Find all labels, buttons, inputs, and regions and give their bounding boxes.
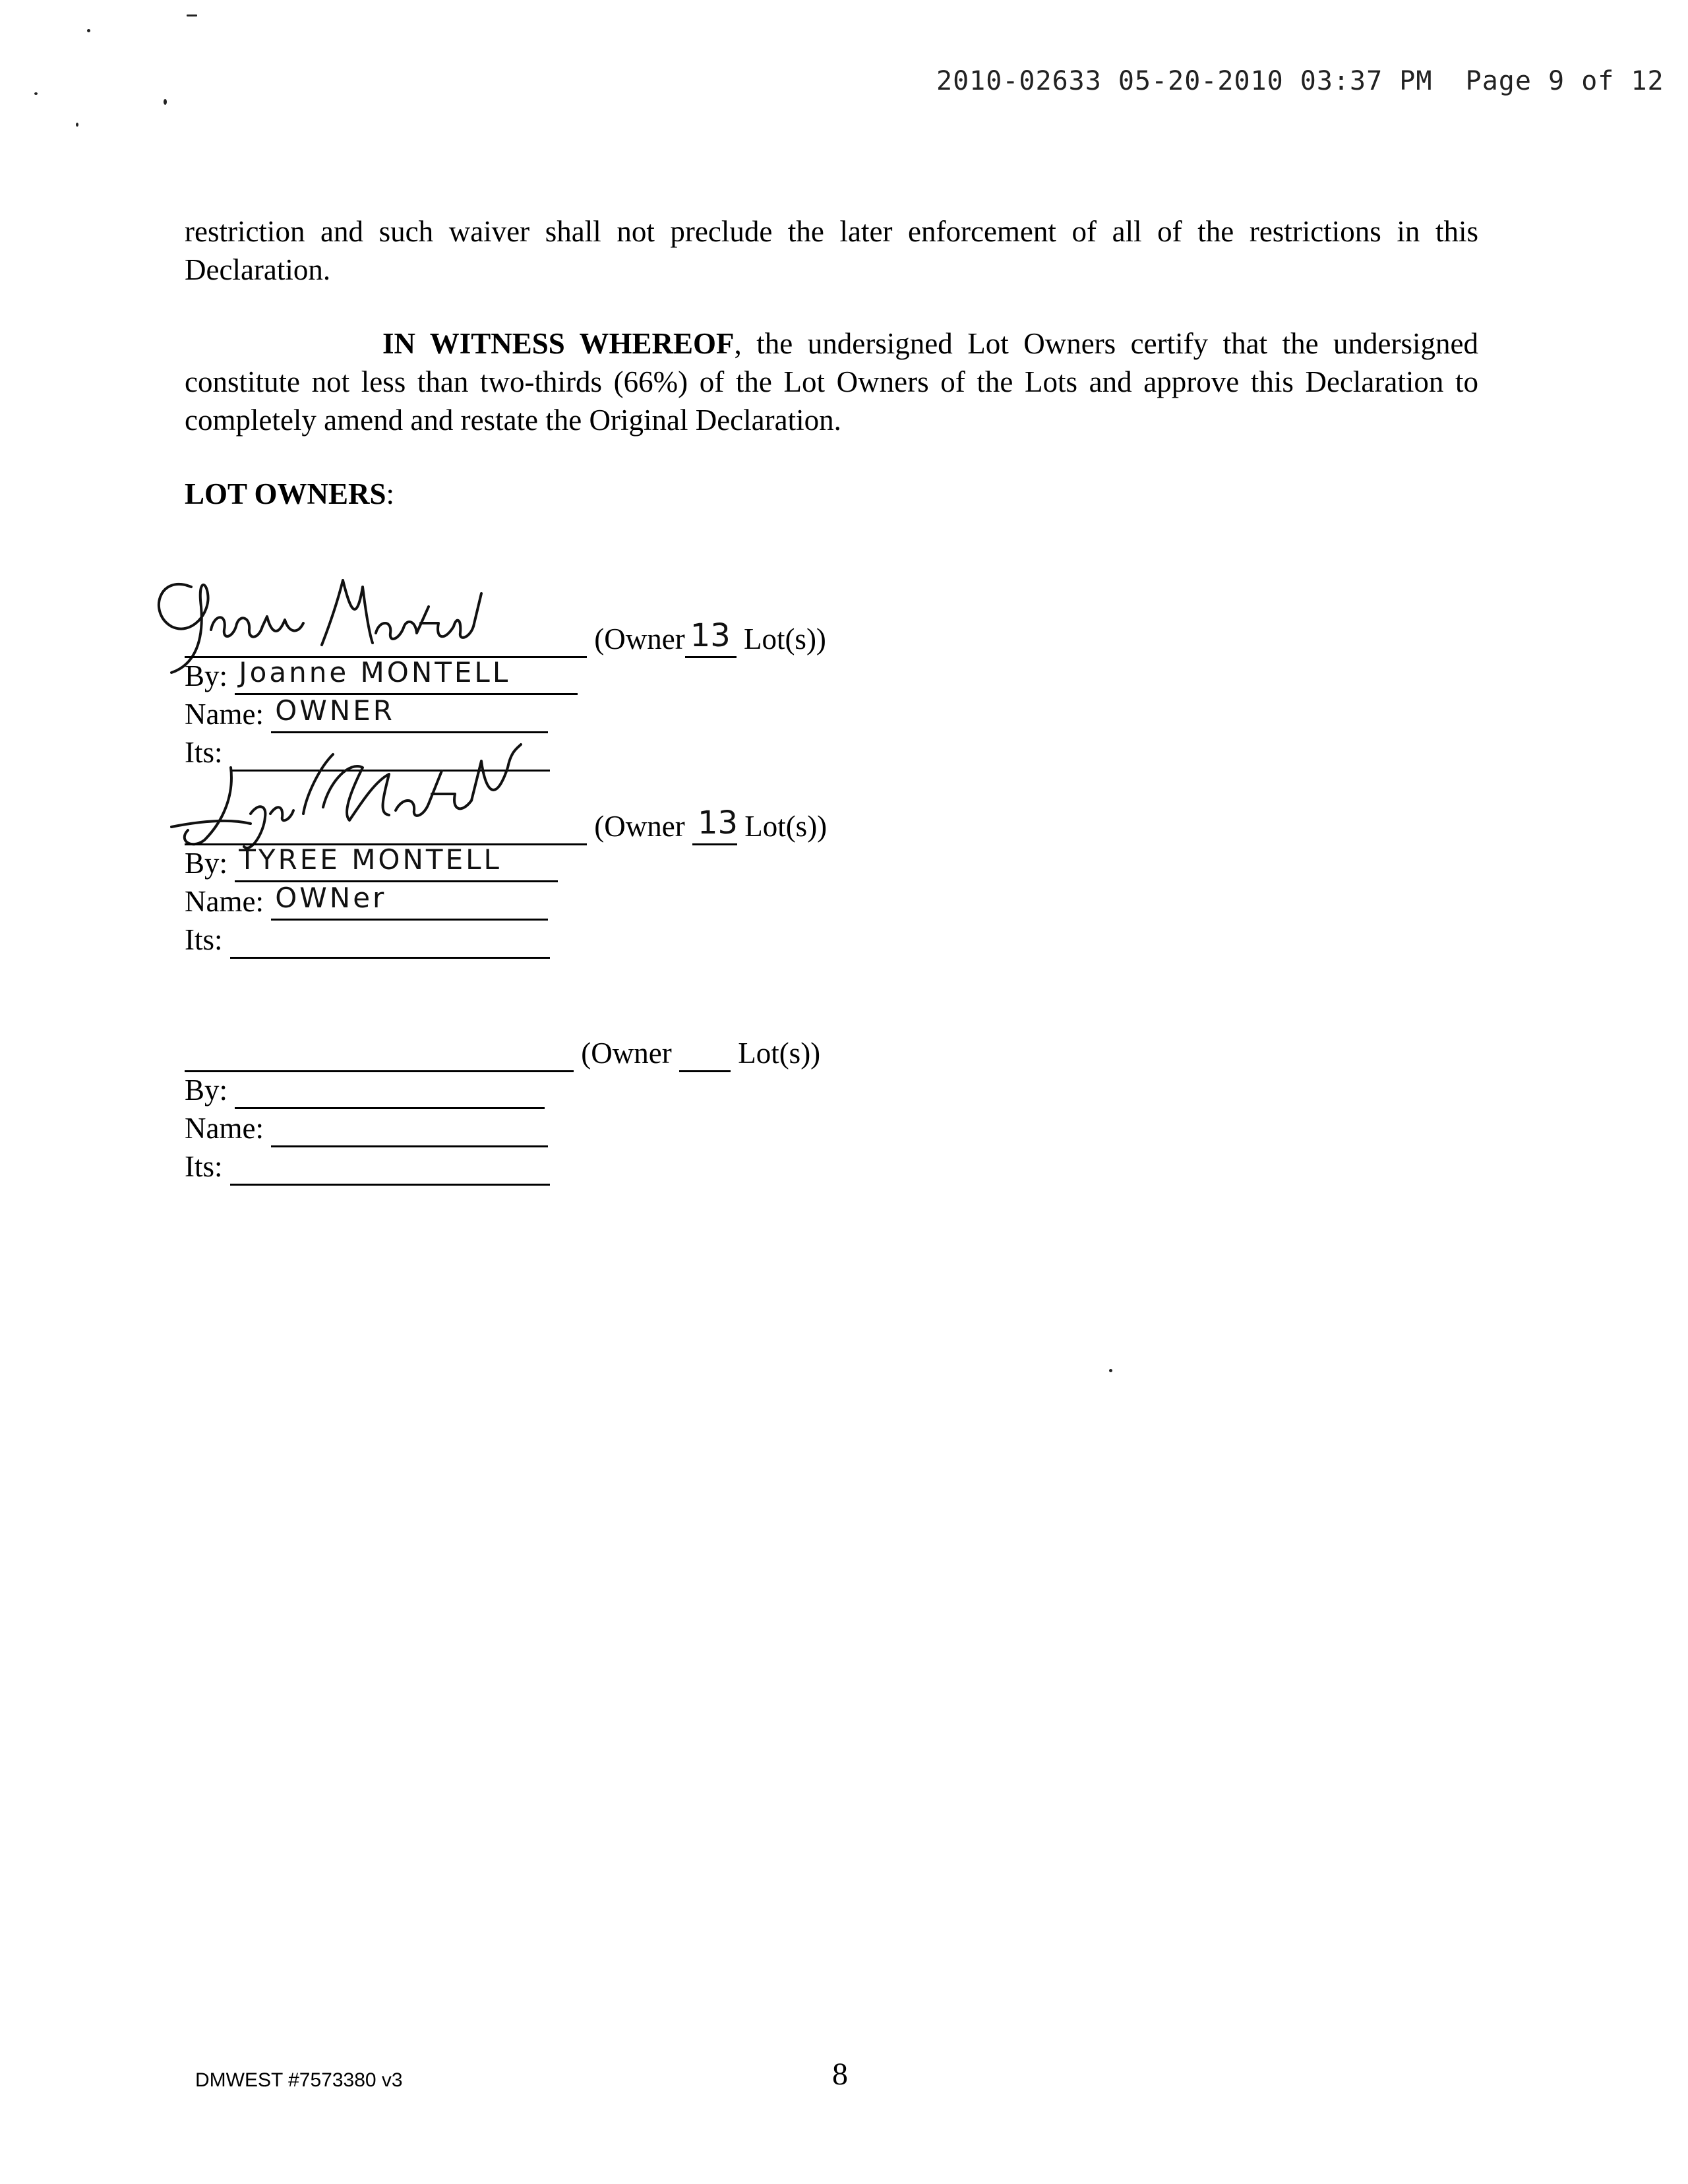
its-field-2 xyxy=(230,928,550,959)
name-label: Name: xyxy=(185,698,264,731)
by-field-1 xyxy=(235,656,578,695)
scan-speck xyxy=(1109,1369,1112,1372)
name-field-1 xyxy=(271,694,548,733)
by-label: By: xyxy=(185,659,228,692)
signature-line-3 xyxy=(185,1041,574,1072)
scan-speck xyxy=(187,15,197,16)
document-id: DMWEST #7573380 v3 xyxy=(195,2069,403,2091)
by-label: By: xyxy=(185,847,228,880)
owner-lots-field-2 xyxy=(692,804,738,845)
name-value-2: OWNer xyxy=(275,882,387,914)
owner-lots-value-1: 13 xyxy=(690,617,731,654)
name-field-3 xyxy=(271,1116,548,1147)
scan-speck xyxy=(34,92,38,95)
name-value-1: OWNER xyxy=(275,694,395,727)
its-label: Its: xyxy=(185,736,223,769)
lots-suffix-label: Lot(s)) xyxy=(743,622,826,655)
lot-owners-heading: LOT OWNERS: xyxy=(185,477,395,510)
scan-speck xyxy=(164,99,167,105)
its-label: Its: xyxy=(185,1150,223,1183)
owner-prefix-label: (Owner xyxy=(581,1037,672,1070)
recording-stamp: 2010-02633 05-20-2010 03:37 PM Page 9 of 12 xyxy=(936,66,1664,96)
witness-text: , the undersigned Lot Owners certify that the undersigned constitute not less than two-thirds (66%) of the Lot Owners of the Lots and approve this Declaration to completely amend and restate the Original Declaration. xyxy=(185,327,1479,437)
lots-suffix-label: Lot(s)) xyxy=(738,1037,821,1070)
its-label: Its: xyxy=(185,923,223,956)
its-field-3 xyxy=(230,1155,550,1186)
closing-paragraph: restriction and such waiver shall not preclude the later enforcement of all of the restrictions in this Declaration. xyxy=(185,215,1478,286)
by-field-2 xyxy=(235,843,558,882)
page-number: 8 xyxy=(832,2057,848,2092)
name-label: Name: xyxy=(185,885,264,918)
lots-suffix-label: Lot(s)) xyxy=(744,810,828,843)
scan-speck xyxy=(76,123,78,127)
witness-lead: IN WITNESS WHEREOF xyxy=(382,327,735,360)
name-field-2 xyxy=(271,882,548,921)
owner-lots-field-1 xyxy=(685,617,737,658)
owner-lots-field-3 xyxy=(679,1041,731,1072)
scan-speck xyxy=(87,29,90,32)
by-value-1: Joanne MONTELL xyxy=(239,656,511,688)
by-label: By: xyxy=(185,1074,228,1107)
owner-prefix-label: (Owner xyxy=(594,810,685,843)
by-value-2: TYREE MONTELL xyxy=(239,843,502,876)
name-label: Name: xyxy=(185,1112,264,1145)
witness-paragraph xyxy=(185,324,1478,439)
by-field-3 xyxy=(235,1078,545,1109)
owner-lots-value-2: 13 xyxy=(697,804,738,841)
owner-prefix-label: (Owner xyxy=(594,622,685,655)
